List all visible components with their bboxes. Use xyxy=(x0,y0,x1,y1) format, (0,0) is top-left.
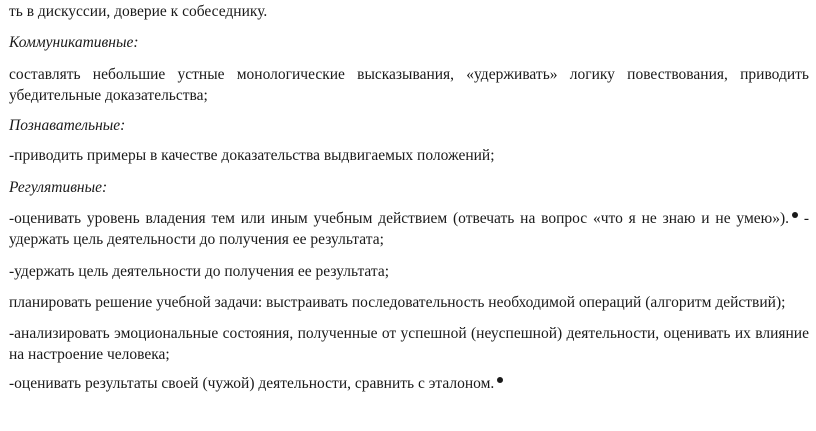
paragraph-text: -оценивать уровень владения тем или иным учебным действием (отвечать на вопрос «что я не знаю и не умею»). xyxy=(9,210,790,227)
paragraph-regulatory-5 xyxy=(9,374,503,393)
intro-line: ть в дискуссии, доверие к собеседнику. xyxy=(9,3,268,20)
paragraph-communicative xyxy=(9,64,809,106)
paragraph-line: убедительные доказательства; xyxy=(9,87,208,104)
paragraph-regulatory-3: планировать решение учебной задачи: выстраивать последовательность необходимой операций (алгоритм действий); xyxy=(9,294,786,311)
bullet-icon xyxy=(497,377,503,383)
paragraph-line: составлять небольшие устные монологические высказывания, «удерживать» логику повествования, приводить xyxy=(9,66,809,83)
heading-communicative: Коммуникативные: xyxy=(9,34,139,51)
paragraph-text: - xyxy=(798,210,809,227)
paragraph-regulatory-4 xyxy=(9,323,809,365)
paragraph-regulatory-1 xyxy=(9,208,809,250)
heading-regulatory: Регулятивные: xyxy=(9,179,108,196)
paragraph-line: удержать цель деятельности до получения ее результата; xyxy=(9,231,384,248)
heading-cognitive: Познавательные: xyxy=(9,117,126,134)
paragraph-text: -оценивать результаты своей (чужой) деятельности, сравнить с эталоном. xyxy=(9,375,495,392)
paragraph-cognitive: -приводить примеры в качестве доказательства выдвигаемых положений; xyxy=(9,147,495,164)
paragraph-line: на настроение человека; xyxy=(9,346,170,363)
paragraph-line: -анализировать эмоциональные состояния, полученные от успешной (неуспешной) деятельности, оценивать их влияние xyxy=(9,325,809,342)
paragraph-regulatory-2: -удержать цель деятельности до получения ее результата; xyxy=(9,263,390,280)
paragraph-line xyxy=(9,208,809,229)
